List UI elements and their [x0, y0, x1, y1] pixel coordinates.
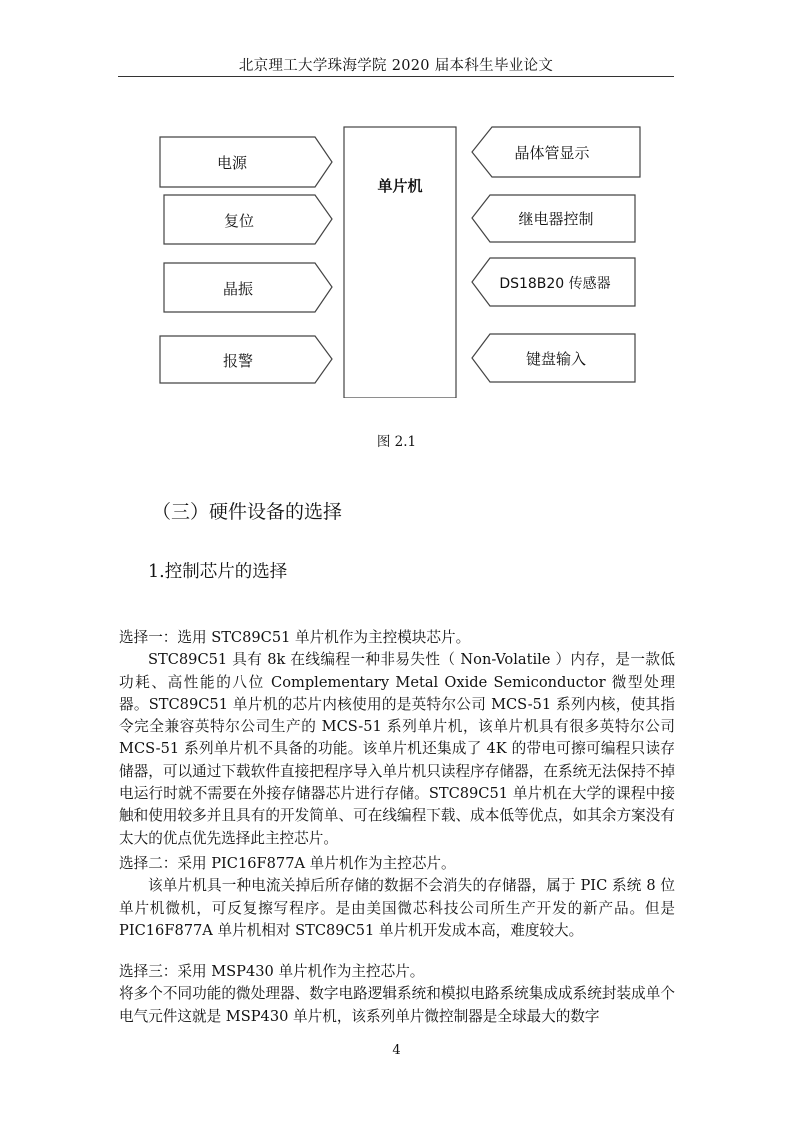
body-block-1: [119, 627, 675, 850]
right-block-4-label: 键盘输入: [525, 350, 587, 368]
option2-body: 该单片机具一种电流关掉后所存储的数据不会消失的存储器，属于 PIC 系统 8 位单片机微机，可反复擦写程序。是由美国微芯科技公司所生产开发的新产品。但是 PIC16F877A 单片机相对 STC89C51 单片机开发成本高，难度较大。: [119, 877, 675, 939]
block-diagram: [150, 118, 650, 402]
subsection-heading: 1.控制芯片的选择: [148, 562, 288, 582]
option3-body: 将多个不同功能的微处理器、数字电路逻辑系统和模拟电路系统集成成系统封装成单个电气元件这就是 MSP430 单片机，该系列单片微控制器是全球最大的数字: [119, 985, 675, 1025]
left-block-3-label: 晶振: [222, 280, 254, 298]
right-block-1-label: 晶体管显示: [514, 144, 590, 162]
right-block-3-label: DS18B20 传感器: [499, 276, 611, 292]
option1-body: STC89C51 具有 8k 在线编程一种非易失性（ Non-Volatile ）内存，是一款低功耗、高性能的八位 Complementary Metal Oxide Semiconductor 微型处理器。STC89C51 单片机的芯片内核使用的是英特尔公司 MCS-51 系列内核，使其指令完全兼容英特尔公司生产的 MCS-51 系列单片机，该单片机具有很多英特尔公司MCS-51 系列单片机不具备的功能。该单片机还集成了 4K 的带电可擦可编程只读存储器，可以通过下载软件直接把程序导入单片机只读程序存储器，在系统无法保持不掉电运行时就不需要在外接存储器芯片进行存储。STC89C51 单片机在大学的课程中接触和使用较多并且具有的开发简单、可在线编程下载、成本低等优点，如其余方案没有太大的优点优先选择此主控芯片。: [119, 651, 675, 847]
option3-title: 选择三：采用 MSP430 单片机作为主控芯片。: [119, 963, 425, 980]
right-block-2-label: 继电器控制: [518, 210, 594, 228]
body-block-2: [119, 853, 675, 942]
left-block-4-label: 报警: [222, 352, 254, 370]
running-header: 北京理工大学珠海学院 2020 届本科生毕业论文: [238, 58, 554, 74]
option1-title: 选择一：选用 STC89C51 单片机作为主控模块芯片。: [119, 629, 471, 646]
section-heading: （三）硬件设备的选择: [152, 501, 343, 523]
mcu-block: [344, 127, 456, 398]
header-rule: [118, 76, 674, 77]
mcu-label: 单片机: [377, 177, 423, 195]
left-block-2-label: 复位: [223, 212, 255, 230]
option2-title: 选择二：采用 PIC16F877A 单片机作为主控芯片。: [119, 855, 456, 872]
page-number: 4: [392, 1043, 401, 1058]
body-block-3: [119, 961, 675, 1028]
figure-caption: 图 2.1: [376, 434, 417, 450]
left-block-1-label: 电源: [216, 154, 248, 172]
